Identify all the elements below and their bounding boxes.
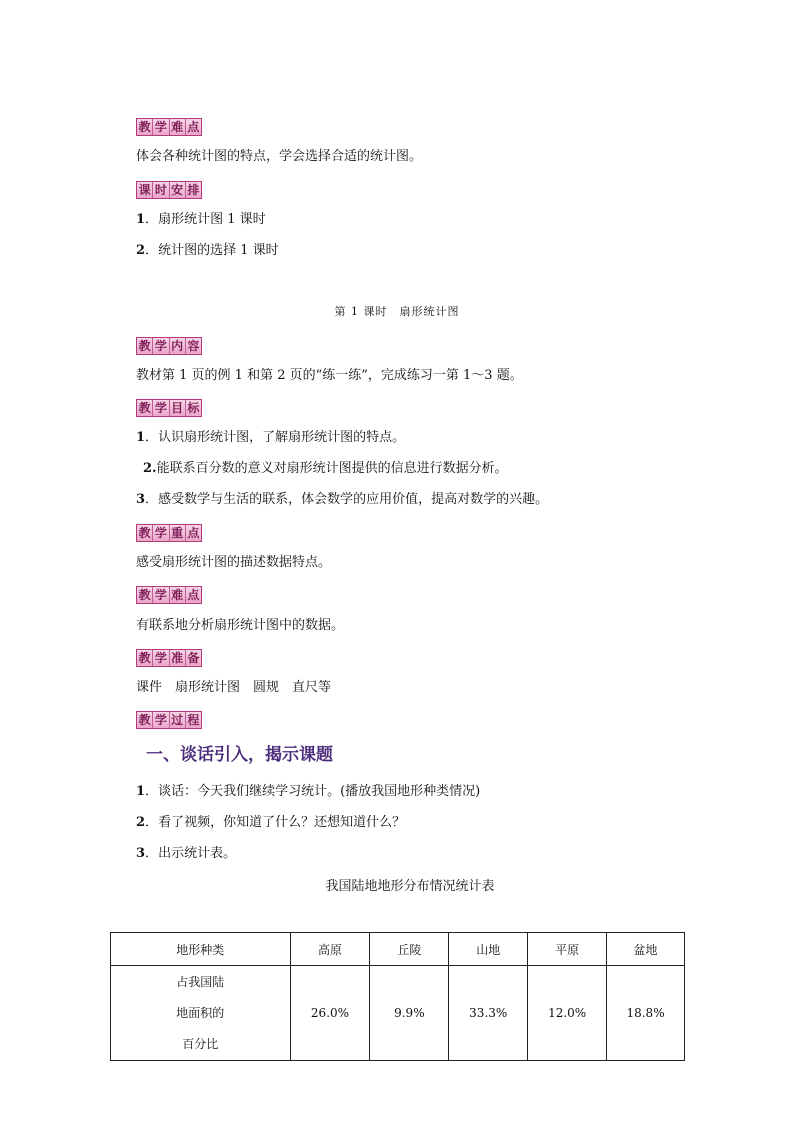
statistics-table [110, 932, 685, 1061]
section-tag-preparation: 教 学 准 备 [136, 649, 202, 667]
section-tag-key-points: 教 学 重 点 [136, 524, 202, 542]
section-tag-content: 教 学 内 容 [136, 337, 202, 355]
content-text: 教材第 1 页的例 1 和第 2 页的“练一练”，完成练习一第 1～3 题。 [136, 368, 523, 383]
schedule-item: 2．统计图的选择 1 课时 [136, 243, 279, 258]
goal-item: 1．认识扇形统计图，了解扇形统计图的特点。 [136, 430, 406, 445]
table-row-label: 占我国陆 地面积的 百分比 [111, 966, 291, 1061]
process-item: 3．出示统计表。 [136, 846, 237, 861]
table-header-cell: 平原 [528, 933, 607, 966]
key-points-text: 感受扇形统计图的描述数据特点。 [136, 555, 332, 570]
goal-item: 2.能联系百分数的意义对扇形统计图提供的信息进行数据分析。 [143, 461, 508, 476]
difficulty-text: 有联系地分析扇形统计图中的数据。 [136, 618, 345, 633]
table-row [111, 966, 685, 1061]
section-tag-process: 教 学 过 程 [136, 711, 202, 729]
table-header-row [111, 933, 685, 966]
table-header-cell: 山地 [449, 933, 528, 966]
lesson-title: 第 1 课时 扇形统计图 [334, 305, 460, 318]
difficulty-text: 体会各种统计图的特点，学会选择合适的统计图。 [136, 149, 423, 164]
section-tag-difficulty: 教 学 难 点 [136, 118, 202, 136]
table-header-cell: 丘陵 [370, 933, 449, 966]
schedule-item: 1．扇形统计图 1 课时 [136, 212, 266, 227]
goal-item: 3．感受数学与生活的联系，体会数学的应用价值，提高对数学的兴趣。 [136, 492, 549, 507]
table-header-cell: 高原 [290, 933, 370, 966]
section-heading: 一、谈话引入，揭示课题 [146, 745, 333, 765]
process-item: 2．看了视频，你知道了什么？还想知道什么？ [136, 815, 406, 830]
table-header-cell: 盆地 [607, 933, 685, 966]
preparation-text: 课件 扇形统计图 圆规 直尺等 [136, 680, 332, 695]
table-cell: 18.8% [607, 966, 685, 1061]
section-tag-schedule: 课 时 安 排 [136, 181, 202, 199]
section-tag-goals: 教 学 目 标 [136, 399, 202, 417]
section-tag-difficulty: 教 学 难 点 [136, 586, 202, 604]
table-title: 我国陆地地形分布情况统计表 [325, 879, 495, 894]
table-cell: 12.0% [528, 966, 607, 1061]
table-header-cell: 地形种类 [111, 933, 291, 966]
process-item: 1．谈话：今天我们继续学习统计。(播放我国地形种类情况) [136, 784, 481, 799]
table-cell: 9.9% [370, 966, 449, 1061]
table-cell: 26.0% [290, 966, 370, 1061]
table-cell: 33.3% [449, 966, 528, 1061]
